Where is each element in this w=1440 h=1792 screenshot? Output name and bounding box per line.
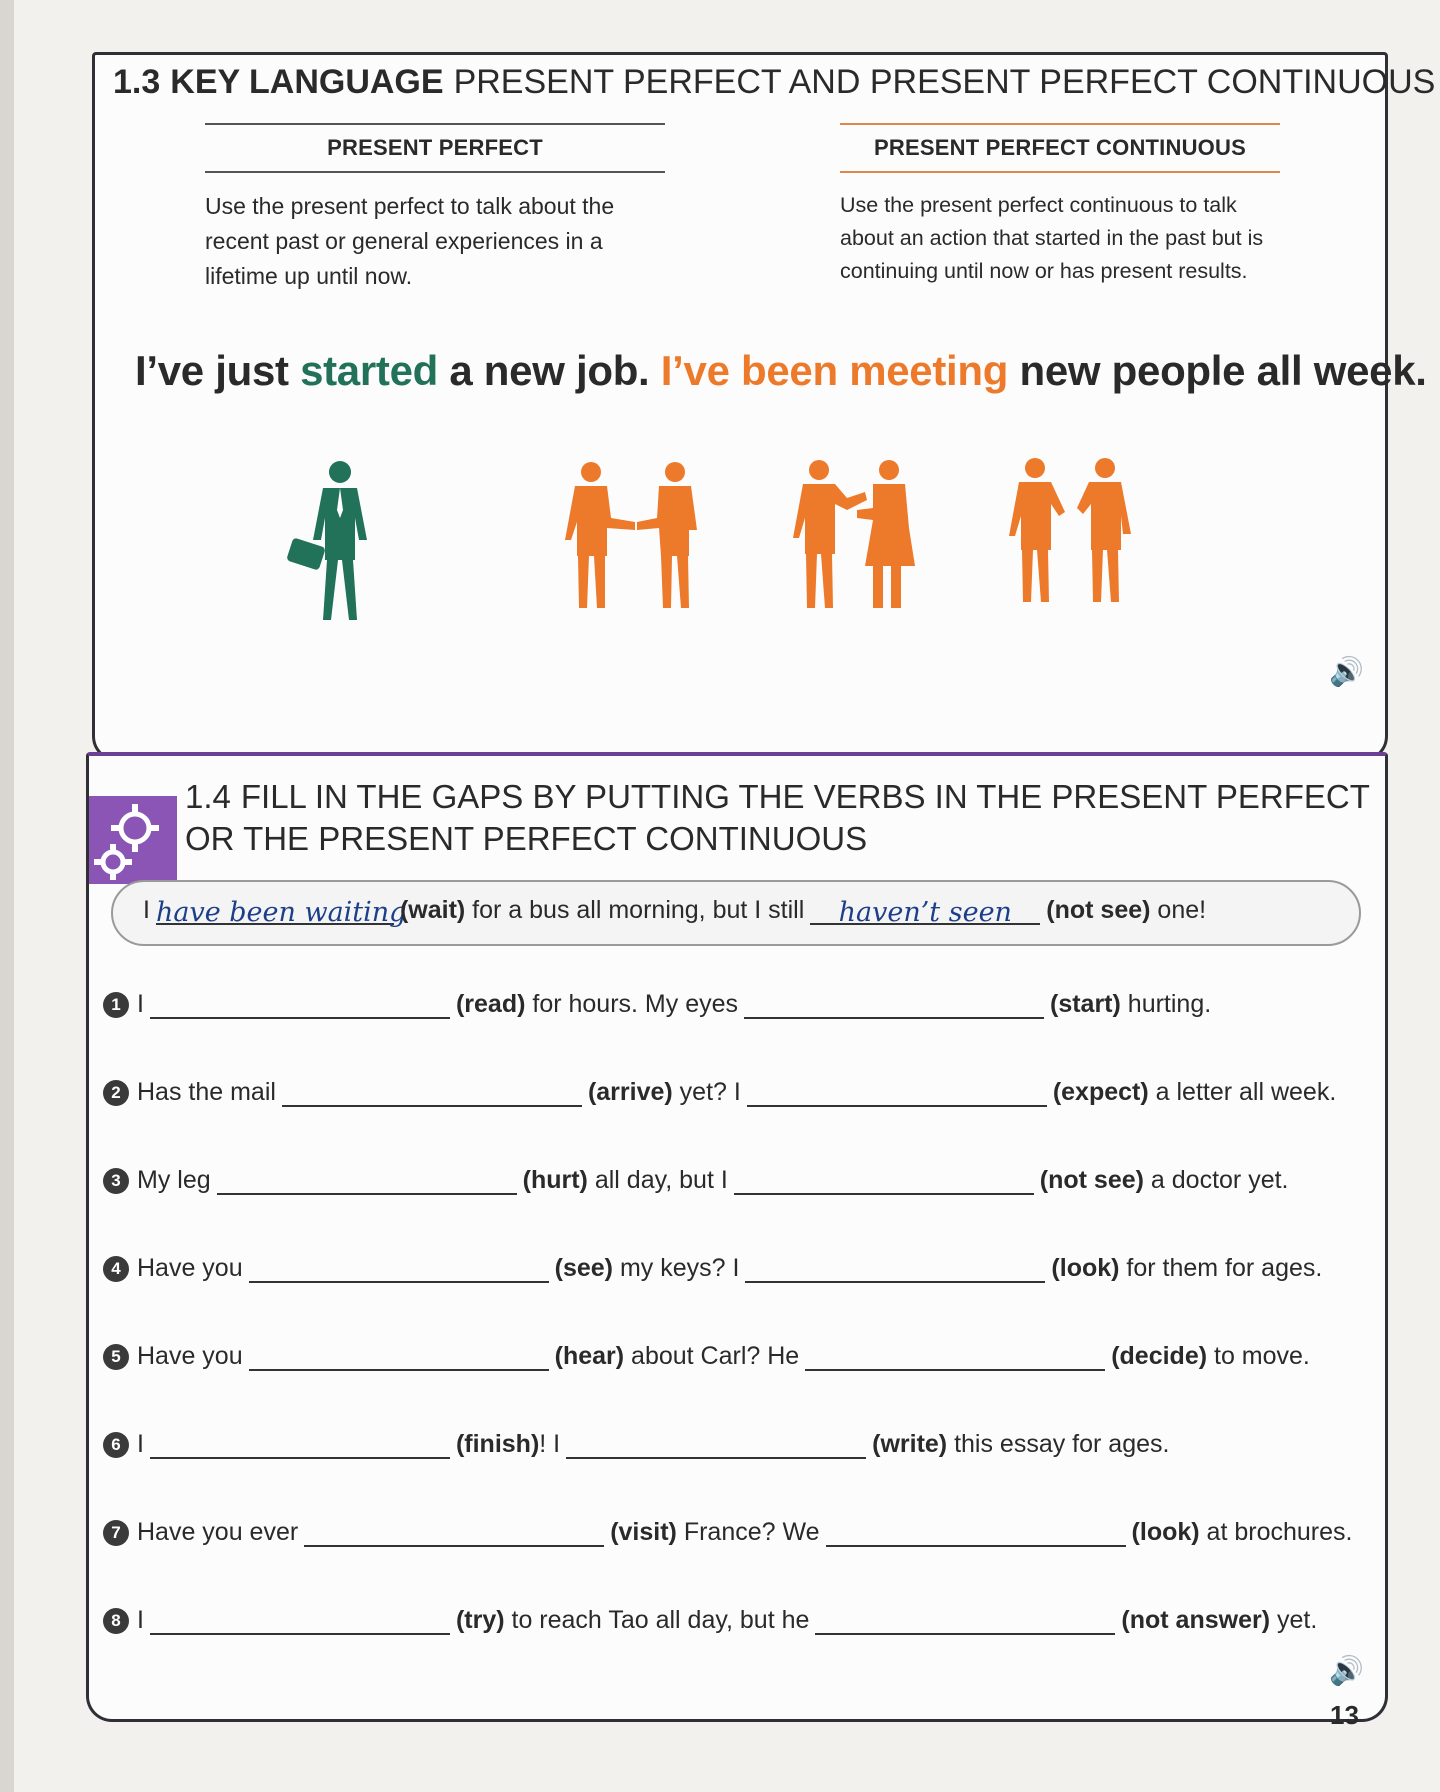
- exercise-title-line-1: FILL IN THE GAPS BY PUTTING THE VERBS IN THE PRESENT PERFECT: [240, 778, 1370, 815]
- item-number: 2: [103, 1080, 129, 1106]
- verb-prompt-2: (not see): [1039, 1166, 1144, 1194]
- gears-icon: [89, 796, 177, 884]
- item-end: a doctor yet.: [1143, 1166, 1289, 1194]
- exercise-title: [185, 776, 1370, 860]
- verb-prompt-2: (look): [1051, 1254, 1120, 1282]
- item-middle: ! I: [539, 1430, 561, 1458]
- present-perfect-column: [205, 123, 665, 294]
- example-subject: I: [143, 896, 150, 924]
- present-perfect-continuous-text: Use the present perfect continuous to talk about an action that started in the past but is continuing until now or has present results.: [840, 193, 1264, 283]
- answer-blank-2[interactable]: [805, 1343, 1105, 1371]
- worked-example-row: [143, 896, 1207, 928]
- example-verb-present-perfect: started: [300, 347, 439, 394]
- verb-prompt-2: (start): [1050, 990, 1121, 1018]
- verb-prompt-1: (hurt): [522, 1166, 588, 1194]
- verb-prompt-1: (hear): [554, 1342, 625, 1370]
- item-middle: all day, but I: [587, 1166, 728, 1194]
- verb-prompt-1: (read): [455, 990, 526, 1018]
- verb-prompt-1: (try): [455, 1606, 505, 1634]
- answer-blank-1[interactable]: [150, 1431, 450, 1459]
- section-keyword: KEY LANGUAGE: [170, 63, 444, 101]
- present-perfect-continuous-column: [840, 123, 1280, 288]
- item-start: Have you ever: [137, 1518, 299, 1546]
- businessman-figure-icon: [285, 460, 395, 630]
- item-end: yet.: [1270, 1606, 1318, 1634]
- answer-blank-1[interactable]: [249, 1255, 549, 1283]
- exercise-title-line-2: OR THE PRESENT PERFECT CONTINUOUS: [185, 820, 868, 857]
- present-perfect-continuous-heading: PRESENT PERFECT CONTINUOUS: [840, 123, 1280, 173]
- item-start: Has the mail: [137, 1078, 276, 1106]
- key-language-panel: [92, 52, 1436, 762]
- answer-blank-2[interactable]: [734, 1167, 1034, 1195]
- item-end: at brochures.: [1199, 1518, 1353, 1546]
- example-end: one!: [1150, 896, 1207, 924]
- item-start: Have you: [137, 1342, 243, 1370]
- answer-blank-1[interactable]: [304, 1519, 604, 1547]
- section-title: PRESENT PERFECT AND PRESENT PERFECT CONTINUOUS: [453, 63, 1436, 101]
- verb-prompt-2: (expect): [1052, 1078, 1149, 1106]
- answer-blank-2[interactable]: [744, 991, 1044, 1019]
- verb-prompt-2: (look): [1131, 1518, 1200, 1546]
- verb-prompt-2: (write): [872, 1430, 948, 1458]
- exercise-item: [103, 990, 1211, 1019]
- example-answer-1: have been waiting: [155, 897, 407, 928]
- item-number: 1: [103, 992, 129, 1018]
- exercise-panel: [86, 752, 1388, 1722]
- item-number: 6: [103, 1432, 129, 1458]
- speaker-icon[interactable]: 🔊: [1329, 1655, 1364, 1686]
- answer-blank-2[interactable]: [745, 1255, 1045, 1283]
- exercise-item: [103, 1518, 1352, 1547]
- answer-blank: [810, 897, 1040, 928]
- example-part: I’ve just: [135, 347, 301, 394]
- answer-blank-1[interactable]: [282, 1079, 582, 1107]
- item-end: a letter all week.: [1148, 1078, 1337, 1106]
- item-number: 5: [103, 1344, 129, 1370]
- exercise-item: [103, 1166, 1289, 1195]
- present-perfect-text: Use the present perfect to talk about the recent past or general experiences in a lifetime up until now.: [205, 193, 615, 289]
- present-perfect-heading: PRESENT PERFECT: [205, 123, 665, 173]
- gears-badge: [89, 796, 177, 884]
- answer-blank-2[interactable]: [826, 1519, 1126, 1547]
- item-start: I: [137, 990, 144, 1018]
- example-part: new people all week.: [1008, 347, 1427, 394]
- answer-blank: [155, 897, 407, 928]
- illustration: [95, 460, 1391, 720]
- page-number: 13: [1330, 1700, 1359, 1730]
- exercise-item: [103, 1078, 1336, 1107]
- item-start: Have you: [137, 1254, 243, 1282]
- item-number: 8: [103, 1608, 129, 1634]
- verb-prompt-2: (not answer): [1121, 1606, 1271, 1634]
- item-middle: for hours. My eyes: [525, 990, 738, 1018]
- example-sentence: [135, 347, 1427, 395]
- verb-prompt-1: (arrive): [587, 1078, 673, 1106]
- section-number: 1.3: [113, 63, 161, 101]
- answer-blank-2[interactable]: [747, 1079, 1047, 1107]
- example-middle: for a bus all morning, but I still: [465, 896, 805, 924]
- example-answer-2: haven’t seen: [838, 897, 1012, 928]
- item-end: for them for ages.: [1119, 1254, 1323, 1282]
- verb-prompt-2: (decide): [1111, 1342, 1208, 1370]
- verb-prompt: (not see): [1046, 896, 1151, 924]
- verb-prompt-1: (see): [554, 1254, 613, 1282]
- exercise-item: [103, 1430, 1169, 1459]
- item-middle: yet? I: [672, 1078, 741, 1106]
- item-middle: France? We: [676, 1518, 820, 1546]
- verb-prompt-1: (finish): [455, 1430, 540, 1458]
- exercise-item: [103, 1342, 1310, 1371]
- item-end: this essay for ages.: [947, 1430, 1170, 1458]
- verb-prompt-1: (visit): [610, 1518, 677, 1546]
- example-part: a new job.: [438, 347, 661, 394]
- item-start: My leg: [137, 1166, 211, 1194]
- exercise-item: [103, 1254, 1322, 1283]
- item-start: I: [137, 1606, 144, 1634]
- answer-blank-1[interactable]: [150, 991, 450, 1019]
- item-middle: to reach Tao all day, but he: [504, 1606, 810, 1634]
- verb-prompt: (wait): [399, 896, 466, 924]
- answer-blank-1[interactable]: [249, 1343, 549, 1371]
- example-verb-continuous: I’ve been meeting: [660, 347, 1009, 394]
- item-number: 3: [103, 1168, 129, 1194]
- item-middle: about Carl? He: [624, 1342, 800, 1370]
- item-end: hurting.: [1120, 990, 1212, 1018]
- talking-figures-icon: [1007, 456, 1137, 606]
- answer-blank-2[interactable]: [566, 1431, 866, 1459]
- worked-example: [111, 880, 1361, 946]
- speaker-icon[interactable]: 🔊: [1329, 656, 1364, 687]
- handshake-figures-icon: [561, 460, 711, 610]
- answer-blank-2[interactable]: [815, 1607, 1115, 1635]
- section-13-title: [113, 63, 1435, 102]
- item-start: I: [137, 1430, 144, 1458]
- exercise-number: 1.4: [185, 778, 231, 815]
- item-number: 4: [103, 1256, 129, 1282]
- answer-blank-1[interactable]: [217, 1167, 517, 1195]
- exercise-item: [103, 1606, 1317, 1635]
- greeting-figures-icon: [791, 458, 921, 610]
- item-number: 7: [103, 1520, 129, 1546]
- page-edge: [0, 0, 14, 1792]
- item-end: to move.: [1207, 1342, 1310, 1370]
- item-middle: my keys? I: [613, 1254, 740, 1282]
- answer-blank-1[interactable]: [150, 1607, 450, 1635]
